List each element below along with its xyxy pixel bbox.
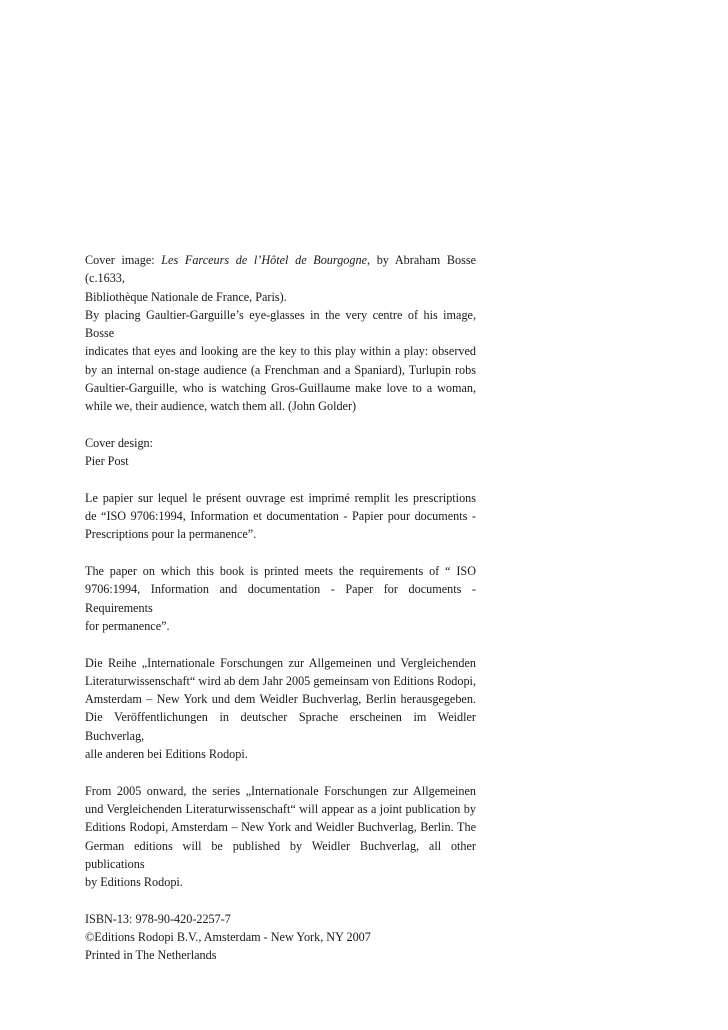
- german-series-line: Die Reihe „Internationale Forschungen zur Allgemeinen und Vergleichenden: [85, 655, 476, 670]
- french-notice-line: de “ISO 9706:1994, Information et documentation - Papier pour documents -: [85, 509, 476, 524]
- cover-designer-name: Pier Post: [85, 454, 129, 469]
- german-series-line: alle anderen bei Editions Rodopi.: [85, 747, 248, 762]
- english-series-line: by Editions Rodopi.: [85, 875, 183, 890]
- english-notice-line: for permanence”.: [85, 618, 170, 633]
- copyright-page: [85, 251, 476, 983]
- french-notice-line: Le papier sur lequel le présent ouvrage est imprimé remplit les prescriptions: [85, 490, 476, 505]
- cover-artwork-title: Les Farceurs de l’Hôtel de Bourgogne: [161, 253, 367, 267]
- cover-credit-line-1: [85, 251, 476, 288]
- french-paper-notice: [85, 489, 476, 544]
- cover-description-line: Gaultier-Garguille, who is watching Gros-Guillaume make love to a woman,: [85, 381, 476, 396]
- german-series-line: Amsterdam – New York und dem Weidler Buchverlag, Berlin herausgegeben.: [85, 692, 476, 707]
- cover-image-credit: [85, 251, 476, 416]
- cover-credit-line-2: Bibliothèque Nationale de France, Paris).: [85, 289, 287, 304]
- english-series-notice: [85, 782, 476, 892]
- copyright-notice: ©Editions Rodopi B.V., Amsterdam - New York, NY 2007: [85, 929, 371, 944]
- english-notice-line: The paper on which this book is printed meets the requirements of “ ISO: [85, 564, 476, 579]
- printed-in-notice: Printed in The Netherlands: [85, 948, 217, 963]
- french-notice-line: Prescriptions pour la permanence”.: [85, 527, 257, 542]
- english-series-line: und Vergleichenden Literaturwissenschaft“ will appear as a joint publication by: [85, 801, 476, 816]
- cover-description-line: By placing Gaultier-Garguille’s eye-glasses in the very centre of his image, Bosse: [85, 307, 476, 341]
- cover-credit-prefix: Cover image:: [85, 253, 162, 267]
- german-series-line: Die Veröffentlichungen in deutscher Sprache erscheinen im Weidler Buchverlag,: [85, 710, 476, 743]
- cover-design-label: Cover design:: [85, 435, 154, 450]
- german-series-notice: [85, 654, 476, 764]
- english-series-line: German editions will be published by Weidler Buchverlag, all other publications: [85, 838, 476, 871]
- english-notice-line: 9706:1994, Information and documentation - Paper for documents - Requirements: [85, 582, 476, 615]
- english-series-line: Editions Rodopi, Amsterdam – New York and Weidler Buchverlag, Berlin. The: [85, 820, 476, 835]
- english-paper-notice: [85, 562, 476, 635]
- isbn-number: ISBN-13: 978-90-420-2257-7: [85, 911, 231, 926]
- cover-description-line: by an internal on-stage audience (a Frenchman and a Spaniard), Turlupin robs: [85, 362, 476, 377]
- german-series-line: Literaturwissenschaft“ wird ab dem Jahr 2005 gemeinsam von Editions Rodopi,: [85, 673, 476, 688]
- cover-description-line: indicates that eyes and looking are the key to this play within a play: observed: [85, 344, 476, 359]
- cover-credit-suffix: , by Abraham Bosse (c.1633,: [85, 253, 476, 286]
- imprint-block: [85, 910, 476, 965]
- cover-description-line: while we, their audience, watch them all. (John Golder): [85, 399, 357, 414]
- cover-design-credit: [85, 434, 476, 471]
- english-series-line: From 2005 onward, the series „Internationale Forschungen zur Allgemeinen: [85, 783, 476, 798]
